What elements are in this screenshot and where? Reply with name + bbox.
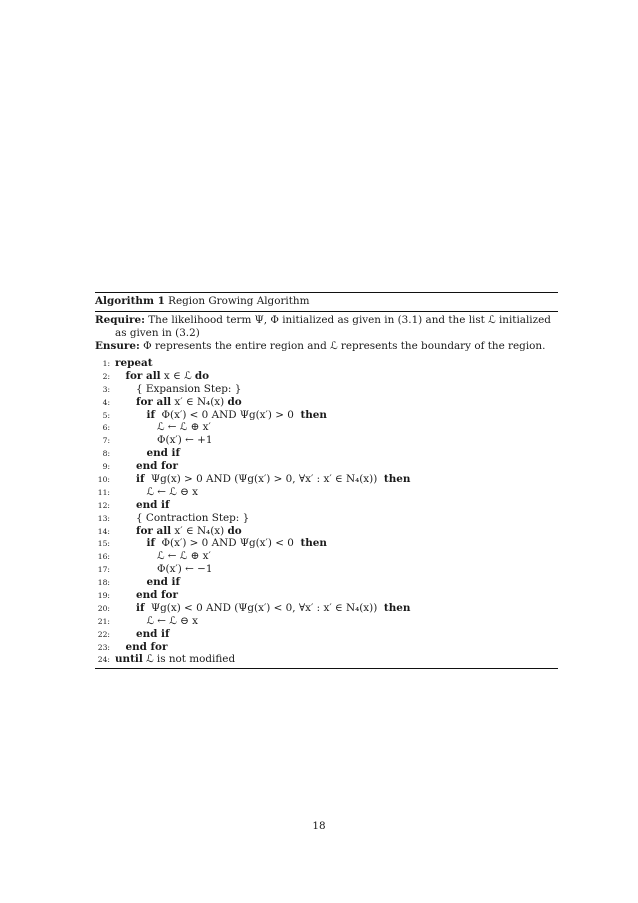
line-number: 15:	[97, 539, 110, 549]
code-text: x′ ∈ N₄(x)	[171, 524, 228, 537]
line-number: 23:	[97, 642, 110, 652]
algorithm-line	[95, 615, 558, 628]
algorithm-line	[95, 486, 558, 499]
algorithm-line	[95, 499, 558, 512]
line-code	[115, 653, 235, 666]
line-number: 20:	[97, 603, 110, 613]
line-number: 11:	[97, 487, 110, 497]
line-number: 18:	[97, 578, 110, 588]
algorithm-lines	[95, 357, 558, 666]
line-code	[115, 499, 169, 512]
line-number: 6:	[102, 423, 110, 433]
require-text: The likelihood term Ψ, Φ initialized as given in (3.1) and the list ℒ initialized as given in (3.2)	[115, 314, 551, 339]
ensure-label: Ensure:	[95, 340, 140, 352]
line-number: 1:	[102, 359, 110, 368]
line-code	[115, 537, 327, 550]
algorithm-line	[95, 421, 558, 434]
require-clause	[95, 314, 558, 340]
algorithm-line	[95, 525, 558, 538]
algorithm-line	[95, 589, 558, 602]
algorithm-block	[95, 292, 558, 669]
algorithm-line	[95, 653, 558, 666]
line-number: 22:	[97, 629, 110, 639]
line-code	[115, 525, 242, 538]
keyword: end if	[146, 447, 180, 460]
keyword: end if	[136, 498, 170, 511]
algorithm-header	[95, 312, 558, 353]
line-code	[115, 628, 169, 641]
algorithm-line	[95, 628, 558, 641]
algorithm-line	[95, 409, 558, 422]
code-text: Φ(x′) ← +1	[157, 434, 213, 447]
keyword: then	[300, 408, 327, 421]
keyword: for all	[136, 395, 172, 408]
line-code	[115, 409, 327, 422]
ensure-clause	[95, 340, 558, 353]
algorithm-line	[95, 563, 558, 576]
keyword: for all	[125, 369, 161, 382]
keyword: end if	[146, 576, 180, 589]
keyword: until	[115, 653, 143, 666]
algorithm-line	[95, 370, 558, 383]
line-number: 9:	[102, 462, 110, 472]
line-code	[115, 383, 241, 396]
code-text: ℒ is not modified	[142, 653, 236, 666]
keyword: end if	[136, 627, 170, 640]
line-code	[115, 641, 167, 654]
algorithm-line	[95, 383, 558, 396]
code-text: x ∈ ℒ	[160, 369, 195, 382]
caption-title: Region Growing Algorithm	[168, 295, 310, 307]
line-number: 12:	[97, 500, 110, 510]
code-text: Φ(x′) > 0 AND Ψg(x′) < 0	[154, 537, 301, 550]
algorithm-line	[95, 434, 558, 447]
algorithm-line	[95, 641, 558, 654]
keyword: if	[136, 473, 145, 486]
algorithm-line	[95, 537, 558, 550]
code-text: Φ(x′) < 0 AND Ψg(x′) > 0	[154, 408, 301, 421]
line-number: 7:	[102, 436, 110, 446]
line-number: 14:	[97, 526, 110, 536]
line-code	[115, 357, 153, 370]
line-number: 16:	[97, 552, 110, 562]
keyword: do	[227, 395, 242, 408]
code-text: Ψg(x) < 0 AND (Ψg(x′) < 0, ∀x′ : x′ ∈ N₄(x))	[144, 601, 384, 614]
line-code	[115, 460, 178, 473]
page-number: 18	[312, 820, 326, 832]
algorithm-line	[95, 396, 558, 409]
line-code	[115, 512, 249, 525]
line-code	[115, 486, 198, 499]
keyword: then	[383, 473, 411, 486]
code-text: { Expansion Step: }	[136, 382, 242, 395]
line-code	[115, 473, 410, 486]
line-number: 21:	[97, 616, 110, 626]
ensure-text: Φ represents the entire region and ℒ represents the boundary of the region.	[143, 340, 546, 352]
line-code	[115, 370, 209, 383]
line-number: 8:	[102, 449, 110, 459]
line-code	[115, 421, 211, 434]
line-code	[115, 434, 212, 447]
keyword: end for	[125, 640, 168, 653]
line-number: 10:	[97, 475, 110, 485]
algorithm-line	[95, 460, 558, 473]
keyword: end for	[136, 460, 178, 473]
code-text: ℒ ← ℒ ⊖ x	[146, 485, 198, 498]
algorithm-line	[95, 576, 558, 589]
code-text: Ψg(x) > 0 AND (Ψg(x′) > 0, ∀x′ : x′ ∈ N₄(x))	[144, 473, 384, 486]
algorithm-caption	[95, 293, 558, 309]
bottom-rule	[95, 668, 558, 669]
keyword: if	[146, 408, 155, 421]
line-code	[115, 602, 410, 615]
keyword: end for	[136, 589, 178, 602]
line-code	[115, 447, 180, 460]
algorithm-line	[95, 473, 558, 486]
line-number: 24:	[97, 655, 110, 665]
line-code	[115, 563, 212, 576]
require-label: Require:	[95, 314, 145, 326]
line-code	[115, 615, 198, 628]
code-text: ℒ ← ℒ ⊕ x′	[157, 421, 211, 434]
keyword: do	[194, 369, 210, 382]
keyword: repeat	[115, 357, 153, 369]
line-number: 19:	[97, 591, 110, 601]
keyword: for all	[136, 524, 172, 537]
keyword: if	[136, 601, 145, 614]
line-number: 5:	[102, 410, 110, 420]
algorithm-line	[95, 447, 558, 460]
code-text: ℒ ← ℒ ⊖ x	[146, 614, 198, 627]
keyword: then	[383, 601, 411, 614]
algorithm-line	[95, 357, 558, 370]
code-text: x′ ∈ N₄(x)	[171, 395, 228, 408]
algorithm-line	[95, 602, 558, 615]
code-text: ℒ ← ℒ ⊕ x′	[157, 550, 211, 563]
caption-label: Algorithm 1	[95, 295, 165, 307]
code-text: { Contraction Step: }	[136, 511, 250, 524]
keyword: then	[300, 537, 327, 550]
algorithm-line	[95, 550, 558, 563]
line-number: 3:	[102, 384, 110, 394]
keyword: do	[227, 524, 242, 537]
line-code	[115, 550, 211, 563]
line-code	[115, 589, 178, 602]
line-number: 4:	[102, 397, 110, 407]
line-number: 13:	[97, 513, 110, 523]
code-text: Φ(x′) ← −1	[157, 563, 213, 576]
line-number: 17:	[97, 565, 110, 575]
line-number: 2:	[102, 371, 110, 381]
line-code	[115, 576, 180, 589]
keyword: if	[146, 537, 155, 550]
algorithm-line	[95, 512, 558, 525]
line-code	[115, 396, 242, 409]
